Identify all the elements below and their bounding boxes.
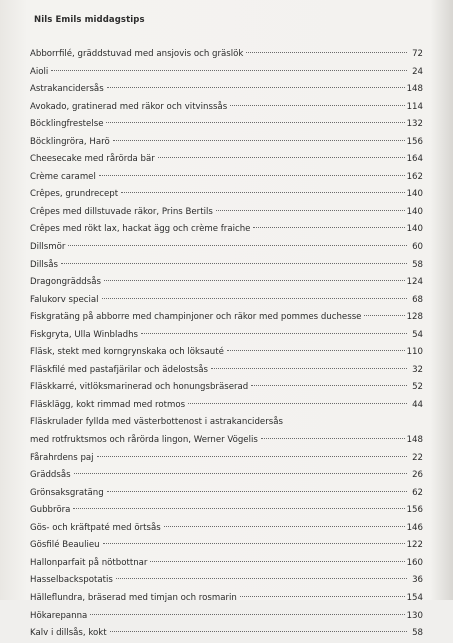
entry-title: Fläskrulader fyllda med västerbottenost i astrakancidersås bbox=[30, 417, 283, 428]
index-entry-line bbox=[30, 309, 423, 327]
recipe-index bbox=[30, 46, 423, 643]
index-entry-line bbox=[30, 116, 423, 134]
leader-dots bbox=[107, 490, 407, 492]
index-entry-line bbox=[30, 134, 423, 152]
index-entry-line bbox=[30, 537, 423, 555]
entry-title: Fårahrdens paj bbox=[30, 452, 94, 463]
leader-dots bbox=[99, 174, 405, 176]
entry-page-number: 162 bbox=[406, 171, 423, 182]
index-entry bbox=[30, 169, 423, 187]
index-entry-line bbox=[30, 590, 423, 608]
entry-page-number: 58 bbox=[412, 628, 423, 639]
index-entry-line bbox=[30, 274, 423, 292]
index-entry bbox=[30, 572, 423, 590]
index-entry-line bbox=[30, 257, 423, 275]
entry-title: Hälleflundra, bräserad med timjan och rosmarin bbox=[30, 592, 237, 603]
entry-page-number: 156 bbox=[406, 505, 423, 516]
entry-title: Fiskgryta, Ulla Winbladhs bbox=[30, 329, 139, 340]
entry-title: Böcklingröra, Harö bbox=[30, 136, 110, 147]
entry-title: Abborrfilé, gräddstuvad med ansjovis och gräslök bbox=[30, 49, 244, 59]
entry-page-number: 156 bbox=[406, 136, 423, 147]
index-entry-line bbox=[30, 520, 423, 538]
index-entry bbox=[30, 327, 423, 345]
index-entry-line bbox=[30, 362, 423, 380]
index-entry-line bbox=[30, 502, 423, 520]
index-entry-line bbox=[30, 485, 423, 503]
leader-dots bbox=[253, 226, 404, 228]
index-entry-line bbox=[30, 292, 423, 310]
index-entry bbox=[30, 239, 423, 257]
entry-page-number: 110 bbox=[406, 347, 423, 358]
index-entry bbox=[30, 537, 423, 555]
index-entry bbox=[30, 590, 423, 608]
leader-dots bbox=[251, 384, 407, 386]
entry-title: Fläsklägg, kokt rimmad med rotmos bbox=[30, 399, 186, 410]
entry-title: Fläskfilé med pastafjärilar och ädelostsås bbox=[30, 364, 208, 375]
entry-title: Dillsås bbox=[30, 259, 59, 270]
entry-title: Fiskgratäng på abborre med champinjoner och räkor med pommes duchesse bbox=[30, 312, 362, 323]
index-entry-line bbox=[30, 450, 423, 468]
index-entry bbox=[30, 64, 423, 82]
leader-dots bbox=[188, 402, 407, 404]
index-entry bbox=[30, 99, 423, 117]
entry-title: Falukorv special bbox=[30, 294, 99, 305]
index-entry-line bbox=[30, 99, 423, 117]
entry-title: Gräddsås bbox=[30, 470, 71, 481]
index-entry-line bbox=[30, 397, 423, 415]
entry-title: Hökarepanna bbox=[30, 610, 88, 621]
index-entry bbox=[30, 344, 423, 362]
leader-dots bbox=[158, 156, 405, 158]
entry-page-number: 140 bbox=[406, 224, 423, 235]
leader-dots bbox=[104, 279, 405, 281]
index-entry bbox=[30, 186, 423, 204]
entry-title: Crêpes, grundrecept bbox=[30, 189, 119, 200]
entry-page-number: 140 bbox=[406, 189, 423, 200]
entry-page-number: 60 bbox=[412, 242, 423, 253]
index-entry bbox=[30, 309, 423, 327]
index-entry-line bbox=[30, 204, 423, 222]
entry-page-number: 54 bbox=[412, 329, 423, 340]
index-entry-line bbox=[30, 467, 423, 485]
entry-title: Grönsaksgratäng bbox=[30, 487, 104, 498]
index-entry bbox=[30, 257, 423, 275]
leader-dots bbox=[141, 332, 407, 334]
index-entry-line bbox=[30, 169, 423, 187]
index-entry bbox=[30, 520, 423, 538]
entry-title: Fläskkarré, vitlöksmarinerad och honungsbräserad bbox=[30, 382, 249, 393]
index-entry bbox=[30, 134, 423, 152]
entry-page-number: 132 bbox=[406, 119, 423, 130]
index-entry bbox=[30, 379, 423, 397]
entry-title: Kalv i dillsås, kokt bbox=[30, 628, 107, 639]
leader-dots bbox=[103, 542, 405, 544]
index-entry bbox=[30, 467, 423, 485]
entry-title: Crêpes med rökt lax, hackat ägg och crème fraiche bbox=[30, 224, 251, 235]
entry-page-number: 26 bbox=[412, 470, 423, 481]
index-entry bbox=[30, 221, 423, 239]
entry-page-number: 32 bbox=[412, 364, 423, 375]
entry-page-number: 24 bbox=[412, 66, 423, 77]
index-entry-line bbox=[30, 432, 423, 450]
index-entry bbox=[30, 450, 423, 468]
leader-dots bbox=[227, 349, 405, 351]
entry-page-number: 124 bbox=[406, 277, 423, 288]
index-entry bbox=[30, 204, 423, 222]
index-entry-line bbox=[30, 414, 423, 432]
leader-dots bbox=[216, 209, 405, 211]
entry-page-number: 72 bbox=[412, 49, 423, 59]
leader-dots bbox=[107, 86, 405, 88]
index-entry bbox=[30, 46, 423, 64]
entry-title: med rotfruktsmos och rårörda lingon, Werner Vögelis bbox=[30, 435, 258, 446]
entry-title: Dillsmör bbox=[30, 242, 66, 253]
entry-title: Cheesecake med rårörda bär bbox=[30, 154, 155, 165]
entry-page-number: 58 bbox=[412, 259, 423, 270]
index-entry-line bbox=[30, 81, 423, 99]
index-entry-line bbox=[30, 555, 423, 573]
leader-dots bbox=[102, 297, 407, 299]
entry-title: Dragongräddsås bbox=[30, 277, 101, 288]
index-entry-line bbox=[30, 186, 423, 204]
entry-title: Astrakancidersås bbox=[30, 84, 104, 95]
entry-page-number: 68 bbox=[412, 294, 423, 305]
index-entry bbox=[30, 625, 423, 643]
index-entry bbox=[30, 397, 423, 415]
leader-dots bbox=[113, 139, 405, 141]
leader-dots bbox=[230, 104, 404, 106]
leader-dots bbox=[150, 560, 404, 562]
leader-dots bbox=[246, 51, 407, 53]
entry-page-number: 52 bbox=[412, 382, 423, 393]
entry-page-number: 146 bbox=[406, 522, 423, 533]
entry-title: Crème caramel bbox=[30, 171, 96, 182]
entry-title: Crêpes med dillstuvade räkor, Prins Bertils bbox=[30, 206, 213, 217]
entry-page-number: 36 bbox=[412, 575, 423, 586]
entry-title: Hallonparfait på nötbottnar bbox=[30, 557, 148, 568]
entry-title: Gubbröra bbox=[30, 505, 71, 516]
index-entry-line bbox=[30, 327, 423, 345]
leader-dots bbox=[121, 191, 404, 193]
entry-page-number: 130 bbox=[406, 610, 423, 621]
leader-dots bbox=[90, 613, 404, 615]
entry-title: Fläsk, stekt med korngrynskaka och löksauté bbox=[30, 347, 224, 358]
index-entry bbox=[30, 81, 423, 99]
entry-page-number: 140 bbox=[406, 206, 423, 217]
index-entry bbox=[30, 274, 423, 292]
entry-page-number: 148 bbox=[406, 435, 423, 446]
index-entry-line bbox=[30, 64, 423, 82]
entry-page-number: 62 bbox=[412, 487, 423, 498]
index-entry bbox=[30, 502, 423, 520]
entry-title: Avokado, gratinerad med räkor och vitvinssås bbox=[30, 101, 228, 112]
leader-dots bbox=[261, 437, 405, 439]
index-entry-line bbox=[30, 379, 423, 397]
index-entry bbox=[30, 555, 423, 573]
entry-page-number: 154 bbox=[406, 592, 423, 603]
entry-title: Aioli bbox=[30, 66, 49, 77]
leader-dots bbox=[74, 472, 407, 474]
index-entry bbox=[30, 432, 423, 450]
leader-dots bbox=[68, 244, 407, 246]
entry-page-number: 160 bbox=[406, 557, 423, 568]
leader-dots bbox=[61, 262, 407, 264]
index-entry-line bbox=[30, 608, 423, 626]
index-entry bbox=[30, 362, 423, 380]
index-entry bbox=[30, 608, 423, 626]
index-entry-line bbox=[30, 151, 423, 169]
index-entry-line bbox=[30, 625, 423, 643]
index-entry bbox=[30, 292, 423, 310]
index-entry bbox=[30, 485, 423, 503]
entry-page-number: 44 bbox=[412, 399, 423, 410]
leader-dots bbox=[73, 507, 404, 509]
entry-page-number: 114 bbox=[406, 101, 423, 112]
entry-page-number: 164 bbox=[406, 154, 423, 165]
index-entry-line bbox=[30, 239, 423, 257]
leader-dots bbox=[97, 455, 407, 457]
leader-dots bbox=[106, 121, 404, 123]
entry-page-number: 128 bbox=[406, 312, 423, 323]
entry-title: Gös- och kräftpaté med örtsås bbox=[30, 522, 161, 533]
index-entry bbox=[30, 116, 423, 134]
running-header: Nils Emils middagstips bbox=[34, 15, 145, 25]
index-entry bbox=[30, 151, 423, 169]
leader-dots bbox=[164, 525, 405, 527]
index-entry bbox=[30, 414, 423, 432]
index-entry-line bbox=[30, 344, 423, 362]
leader-dots bbox=[211, 367, 407, 369]
entry-title: Gösfilé Beaulieu bbox=[30, 540, 100, 551]
entry-page-number: 22 bbox=[412, 452, 423, 463]
entry-page-number: 148 bbox=[406, 84, 423, 95]
index-entry-line bbox=[30, 572, 423, 590]
index-entry-line bbox=[30, 46, 423, 64]
leader-dots bbox=[110, 630, 407, 632]
leader-dots bbox=[364, 314, 404, 316]
leader-dots bbox=[116, 577, 407, 579]
entry-title: Hasselbackspotatis bbox=[30, 575, 113, 586]
index-entry-line bbox=[30, 221, 423, 239]
leader-dots bbox=[240, 595, 405, 597]
leader-dots bbox=[51, 69, 407, 71]
entry-page-number: 122 bbox=[406, 540, 423, 551]
entry-title: Böcklingfrestelse bbox=[30, 119, 104, 130]
